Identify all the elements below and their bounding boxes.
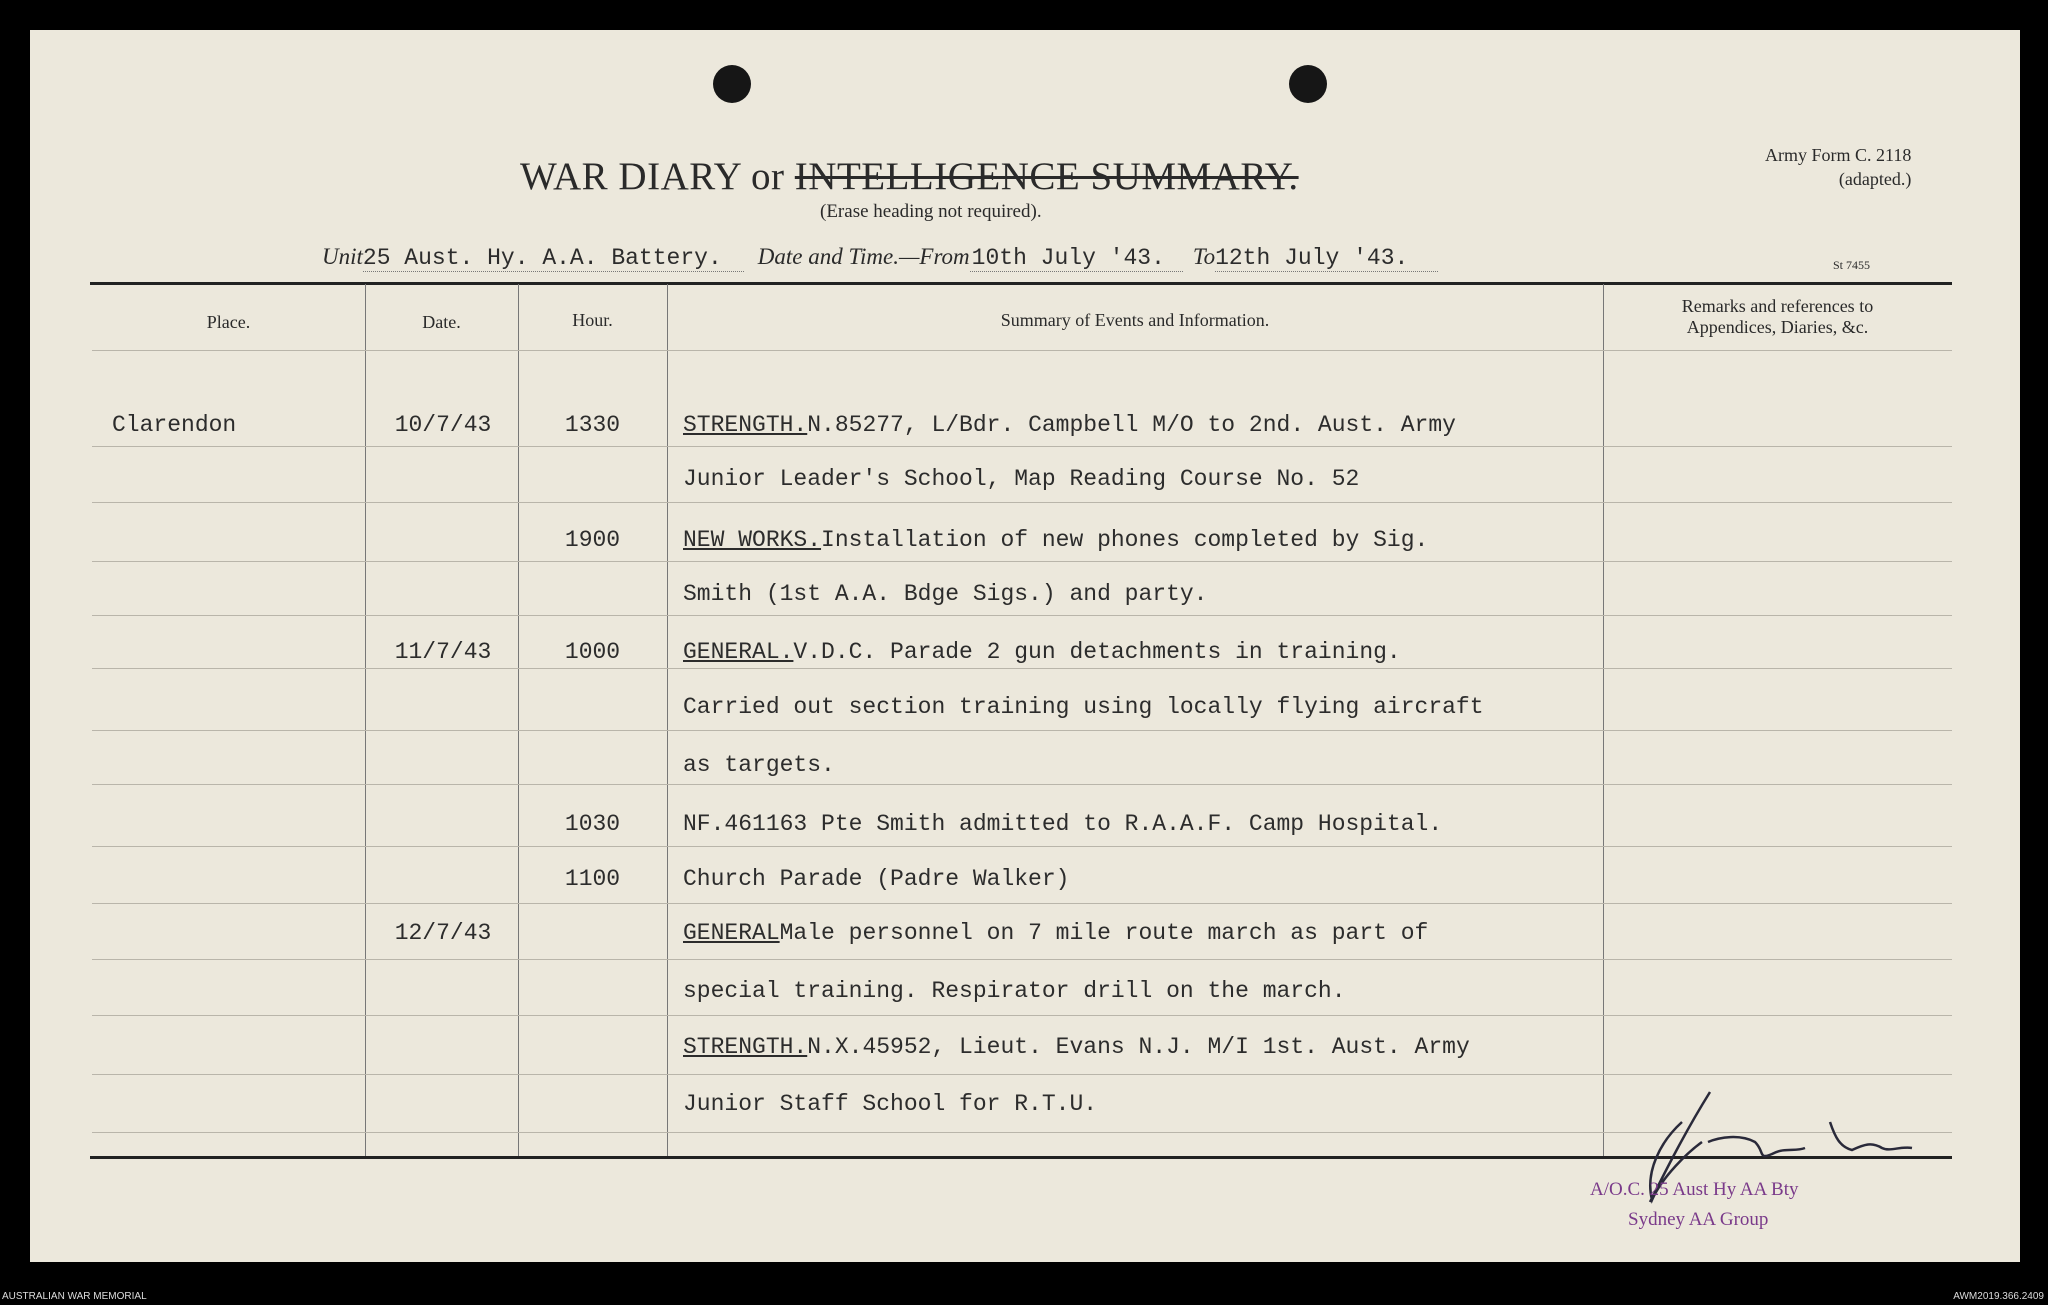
column-header-summary: Summary of Events and Information.: [1000, 310, 1270, 330]
entry-summary: [683, 752, 835, 778]
entry-summary: [683, 694, 1484, 720]
footer-accession-number: AWM2019.366.2409: [1953, 1291, 2044, 1302]
ruled-line: [92, 784, 1952, 785]
entry-date: 10/7/43: [394, 412, 492, 438]
entry-heading: NEW WORKS.: [683, 527, 822, 553]
stamp-line-2: Sydney AA Group: [1628, 1209, 1769, 1230]
unit-value: 25 Aust. Hy. A.A. Battery.: [363, 245, 744, 272]
column-divider: [518, 284, 519, 1156]
entry-summary: [683, 412, 1456, 438]
entry-place: Clarendon: [112, 412, 237, 438]
from-value: 10th July '43.: [970, 245, 1183, 272]
entry-text: Junior Staff School for R.T.U.: [683, 1091, 1098, 1117]
stamp-line-1: A/O.C. 25 Aust Hy AA Bty: [1590, 1179, 1799, 1200]
entry-summary: [683, 811, 1442, 837]
entry-hour: 1030: [564, 811, 621, 837]
entry-text: Carried out section training using locally flying aircraft: [683, 694, 1484, 720]
ruled-line: [92, 1074, 1952, 1075]
form-line-1: Army Form C. 2118: [1765, 145, 1912, 165]
unit-line: [322, 244, 1438, 271]
unit-label: Unit: [322, 244, 363, 269]
ruled-line: [92, 502, 1952, 503]
column-divider: [1603, 284, 1604, 1156]
entry-summary: [683, 581, 1208, 607]
footer-credit: AUSTRALIAN WAR MEMORIAL: [2, 1291, 147, 1302]
war-diary-page: [30, 30, 2020, 1262]
entry-hour: 1330: [564, 412, 621, 438]
entry-text: Junior Leader's School, Map Reading Course No. 52: [683, 466, 1360, 492]
entry-heading: GENERAL: [683, 920, 780, 946]
title-struck: INTELLIGENCE SUMMARY.: [794, 155, 1299, 198]
header-separator: [92, 350, 1952, 351]
entry-text: Installation of new phones completed by Sig.: [821, 527, 1429, 553]
to-value: 12th July '43.: [1215, 245, 1438, 272]
entry-hour: 1900: [564, 527, 621, 553]
entry-hour: 1100: [564, 866, 621, 892]
ruled-line: [92, 903, 1952, 904]
erase-note: (Erase heading not required).: [820, 201, 1042, 222]
entry-summary: [683, 920, 1428, 946]
entry-hour: 1000: [564, 639, 621, 665]
table-top-rule: [90, 282, 1952, 285]
form-line-2: (adapted.): [1838, 169, 1912, 189]
ruled-line: [92, 615, 1952, 616]
ruled-line: [92, 1015, 1952, 1016]
column-header-remarks: [1603, 296, 1952, 338]
ruled-line: [92, 730, 1952, 731]
to-label: To: [1192, 244, 1216, 269]
entry-text: as targets.: [683, 752, 835, 778]
entry-date: 12/7/43: [394, 920, 492, 946]
entry-text: NF.461163 Pte Smith admitted to R.A.A.F. Camp Hospital.: [683, 811, 1443, 837]
entry-summary: [683, 466, 1359, 492]
column-header-hour: Hour.: [572, 310, 613, 330]
punch-hole: [1289, 65, 1327, 103]
entry-summary: [683, 1034, 1470, 1060]
unit-stamp: [1590, 1175, 1799, 1235]
army-form-number: [1765, 143, 1911, 191]
entry-heading: STRENGTH.: [683, 1034, 808, 1060]
entry-text: Smith (1st A.A. Bdge Sigs.) and party.: [683, 581, 1208, 607]
entry-text: N.X.45952, Lieut. Evans N.J. M/I 1st. Aust. Army: [807, 1034, 1470, 1060]
remarks-header-line-1: Remarks and references to: [1681, 296, 1874, 316]
entry-text: Church Parade (Padre Walker): [683, 866, 1070, 892]
entry-heading: STRENGTH.: [683, 412, 808, 438]
entry-summary: [683, 639, 1401, 665]
column-divider: [365, 284, 366, 1156]
ruled-line: [92, 959, 1952, 960]
ruled-line: [92, 561, 1952, 562]
entry-summary: [683, 866, 1069, 892]
title-main: WAR DIARY or: [520, 155, 785, 198]
entry-text: V.D.C. Parade 2 gun detachments in training.: [793, 639, 1401, 665]
entry-summary: [683, 527, 1428, 553]
entry-heading: GENERAL.: [683, 639, 794, 665]
entry-date: 11/7/43: [394, 639, 492, 665]
column-header-date: Date.: [422, 312, 461, 332]
stock-number: St 7455: [1833, 258, 1871, 272]
punch-hole: [713, 65, 751, 103]
ruled-line: [92, 668, 1952, 669]
ruled-line: [92, 446, 1952, 447]
column-divider: [667, 284, 668, 1156]
entry-text: special training. Respirator drill on the march.: [683, 978, 1346, 1004]
entry-text: Male personnel on 7 mile route march as part of: [779, 920, 1429, 946]
entry-summary: [683, 978, 1346, 1004]
column-header-place: Place.: [206, 312, 251, 332]
entry-text: N.85277, L/Bdr. Campbell M/O to 2nd. Aust. Army: [807, 412, 1456, 438]
date-label: Date and Time.—From: [757, 244, 970, 269]
remarks-header-line-2: Appendices, Diaries, &c.: [1686, 317, 1869, 337]
page-title: [520, 154, 1299, 199]
entry-summary: [683, 1091, 1097, 1117]
ruled-line: [92, 846, 1952, 847]
